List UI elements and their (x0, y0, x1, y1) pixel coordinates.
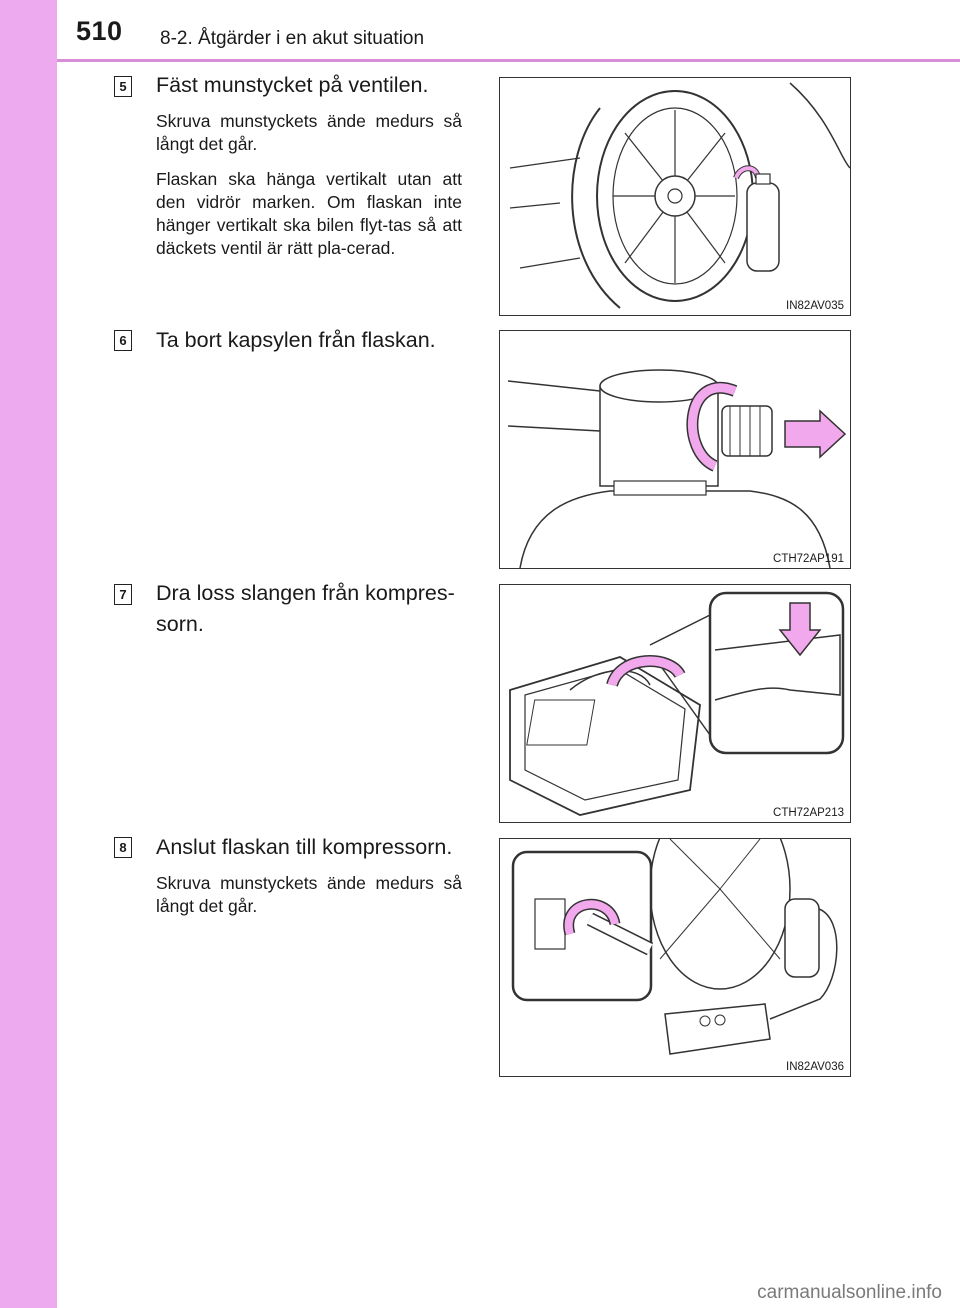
step-8-paragraph-1: Skruva munstyckets ände medurs så långt det går. (156, 873, 462, 916)
step-6-heading: Ta bort kapsylen från flaskan. (156, 328, 436, 352)
compressor-hose-illustration (500, 585, 850, 822)
figure-step-5 (499, 77, 851, 316)
step-5-body (156, 110, 462, 272)
step-5-paragraph-1: Skruva munstyckets ände medurs så långt det går. (156, 111, 462, 154)
bottle-cap-illustration (500, 331, 850, 568)
figure-code: CTH72AP191 (773, 553, 844, 565)
step-7-heading: Dra loss slangen från kompres-sorn. (156, 581, 455, 636)
step-number-5: 5 (114, 76, 132, 97)
step-8-heading: Anslut flaskan till kompressorn. (156, 835, 453, 859)
figure-step-8 (499, 838, 851, 1077)
header-rule (57, 59, 960, 62)
step-number-6: 6 (114, 330, 132, 351)
figure-code: CTH72AP213 (773, 807, 844, 819)
wheel-valve-illustration (500, 78, 850, 315)
side-tab-bar (0, 0, 57, 1308)
figure-code: IN82AV036 (786, 1061, 844, 1073)
footer-watermark: carmanualsonline.info (757, 1282, 942, 1303)
page-number: 510 (76, 16, 123, 46)
step-number-7: 7 (114, 584, 132, 605)
section-title: 8-2. Åtgärder i en akut situation (160, 28, 425, 49)
step-number-8: 8 (114, 837, 132, 858)
figure-step-6 (499, 330, 851, 569)
step-8-body (156, 872, 462, 930)
figure-step-7 (499, 584, 851, 823)
bottle-compressor-connection-illustration (500, 839, 850, 1076)
figure-code: IN82AV035 (786, 300, 844, 312)
step-5-heading: Fäst munstycket på ventilen. (156, 73, 429, 97)
step-5-paragraph-2: Flaskan ska hänga vertikalt utan att den vidrör marken. Om flaskan inte hänger vertikalt ska bilen flyt-tas så att däckets ventil är rätt pla-cerad. (156, 169, 462, 258)
